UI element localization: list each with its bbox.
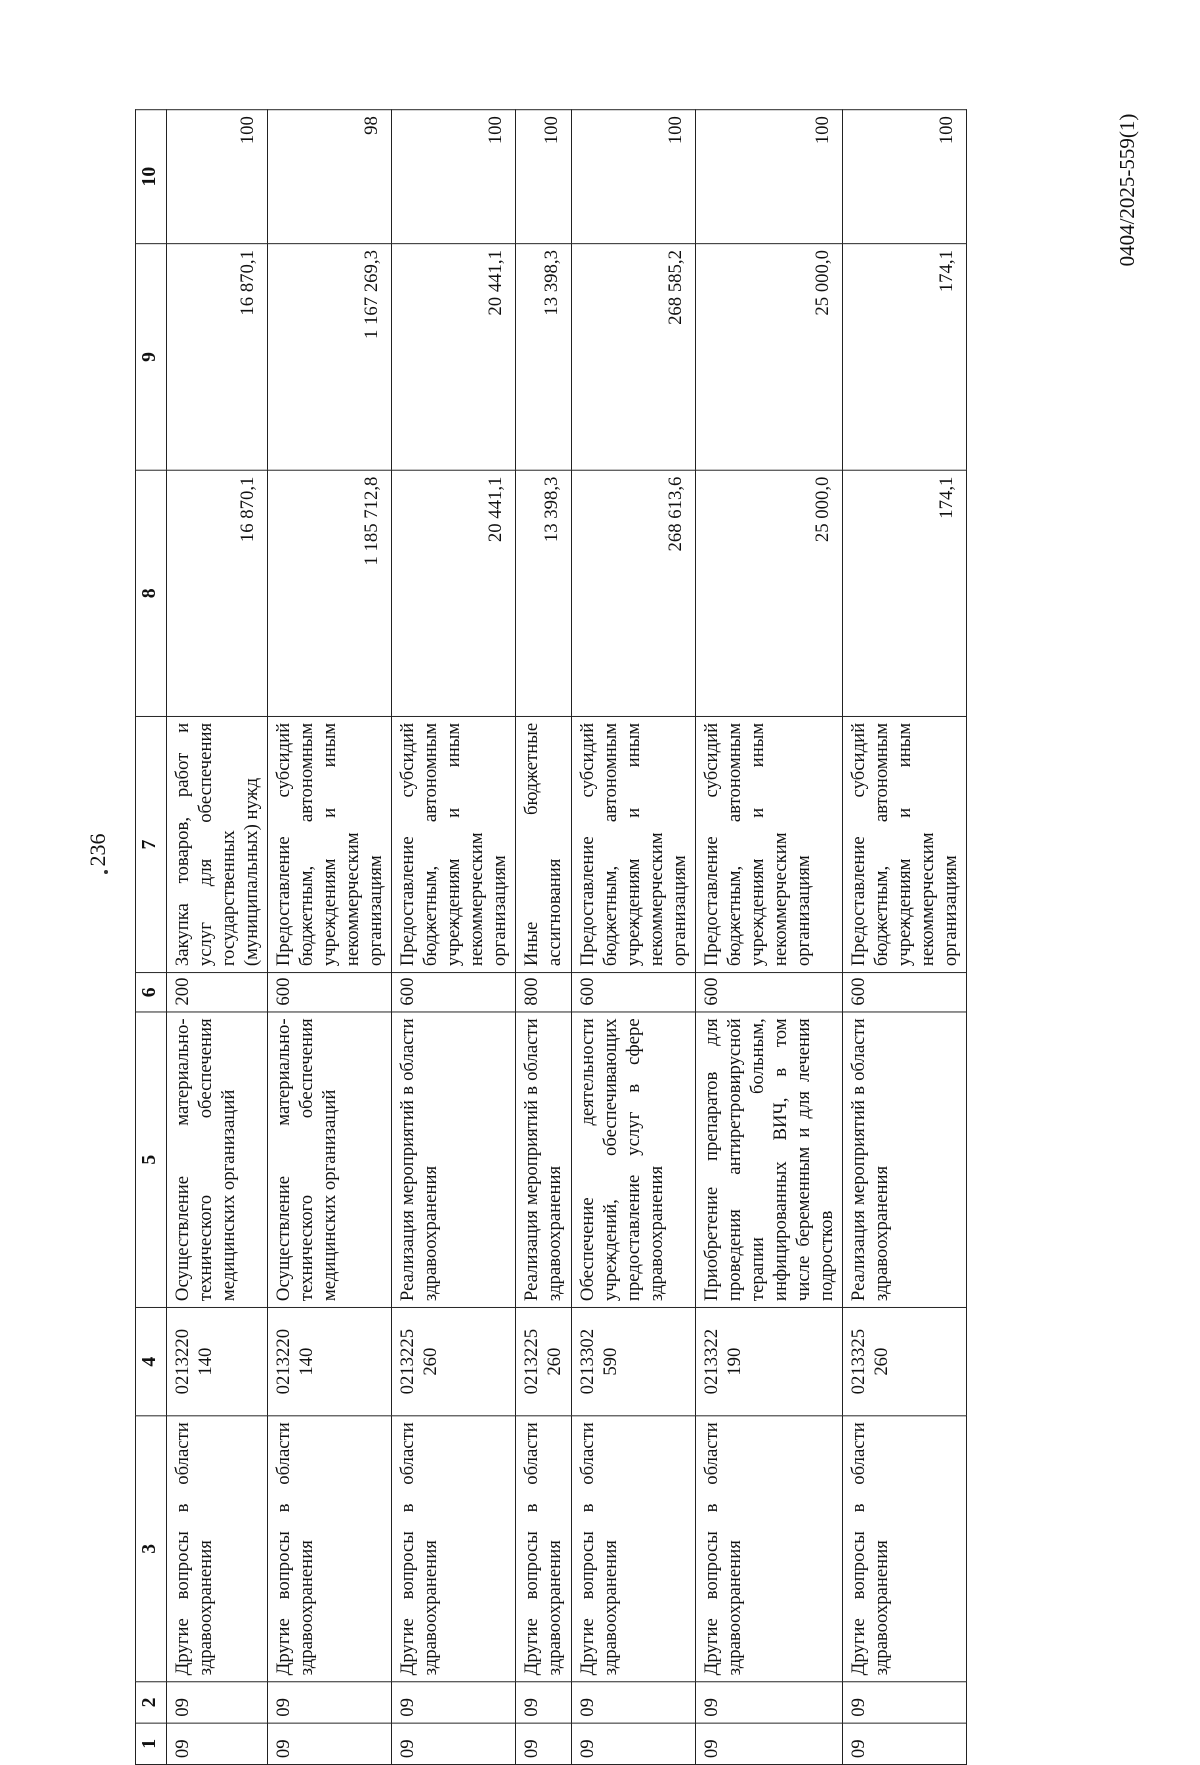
cell-actual: 174,1 [843,244,967,471]
cell-article-name: Осуществление материально-технического обеспечения медицинских организаций [167,1012,268,1308]
cell-article-name: Обеспечение деятельности учреждений, обеспечивающих предоставление услуг в сфере здравоохранения [572,1012,696,1308]
cell-expense-type: 600 [268,973,392,1012]
cell-actual: 268 585,2 [572,244,696,471]
cell-section: 09 [572,1723,696,1764]
cell-article-name: Осуществление материально-технического обеспечения медицинских организаций [268,1012,392,1308]
cell-subsection-name: Другие вопросы в области здравоохранения [167,1416,268,1682]
cell-percent: 98 [268,110,392,244]
cell-percent: 100 [696,110,843,244]
header-col-5: 5 [136,1012,167,1308]
cell-actual: 20 441,1 [392,244,516,471]
cell-expense-type: 200 [167,973,268,1012]
cell-article-name: Реализация мероприятий в области здравоохранения [392,1012,516,1308]
document-code: 0404/2025-559(1) [1115,113,1139,267]
cell-section: 09 [696,1723,843,1764]
cell-expense-type-name: Предоставление субсидий бюджетным, автономным учреждениям и иным некоммерческим организациям [572,716,696,972]
header-col-8: 8 [136,470,167,716]
budget-table [135,109,967,1765]
cell-subsection-name: Другие вопросы в области здравоохранения [572,1416,696,1682]
cell-subsection-name: Другие вопросы в области здравоохранения [516,1416,572,1682]
cell-subsection: 09 [167,1682,268,1723]
cell-plan: 16 870,1 [167,470,268,716]
cell-target-article: 0213322 190 [696,1307,843,1415]
header-col-9: 9 [136,244,167,471]
table-row [696,110,843,1765]
cell-subsection: 09 [268,1682,392,1723]
cell-plan: 268 613,6 [572,470,696,716]
table-row [572,110,696,1765]
cell-plan: 174,1 [843,470,967,716]
header-col-1: 1 [136,1723,167,1764]
cell-article-name: Приобретение препаратов для проведения антиретровирусной терапии больным, инфицированных ВИЧ, в том числе беременным и для лечения подростков [696,1012,843,1308]
cell-subsection-name: Другие вопросы в области здравоохранения [268,1416,392,1682]
cell-expense-type: 600 [392,973,516,1012]
cell-target-article: 0213220 140 [268,1307,392,1415]
cell-actual: 13 398,3 [516,244,572,471]
cell-actual: 1 167 269,3 [268,244,392,471]
cell-subsection: 09 [696,1682,843,1723]
header-col-3: 3 [136,1416,167,1682]
cell-plan: 20 441,1 [392,470,516,716]
cell-expense-type: 600 [572,973,696,1012]
cell-expense-type: 600 [696,973,843,1012]
cell-plan: 13 398,3 [516,470,572,716]
cell-subsection-name: Другие вопросы в области здравоохранения [843,1416,967,1682]
header-row [136,110,167,1765]
cell-section: 09 [392,1723,516,1764]
cell-percent: 100 [516,110,572,244]
cell-expense-type-name: Предоставление субсидий бюджетным, автономным учреждениям и иным некоммерческим организациям [392,716,516,972]
cell-expense-type-name: Предоставление субсидий бюджетным, автономным учреждениям и иным некоммерческим организациям [696,716,843,972]
cell-section: 09 [843,1723,967,1764]
cell-subsection: 09 [392,1682,516,1723]
header-col-10: 10 [136,110,167,244]
cell-target-article: 0213325 260 [843,1307,967,1415]
cell-percent: 100 [167,110,268,244]
table-row [843,110,967,1765]
header-col-6: 6 [136,973,167,1012]
cell-percent: 100 [392,110,516,244]
cell-expense-type-name: Предоставление субсидий бюджетным, автономным учреждениям и иным некоммерческим организациям [268,716,392,972]
cell-target-article: 0213225 260 [516,1307,572,1415]
cell-subsection-name: Другие вопросы в области здравоохранения [392,1416,516,1682]
cell-subsection: 09 [516,1682,572,1723]
header-col-2: 2 [136,1682,167,1723]
cell-percent: 100 [843,110,967,244]
cell-plan: 25 000,0 [696,470,843,716]
scan-speck [104,870,108,874]
cell-percent: 100 [572,110,696,244]
cell-expense-type-name: Закупка товаров, работ и услуг для обеспечения государственных (муниципальных) нужд [167,716,268,972]
cell-expense-type: 800 [516,973,572,1012]
cell-section: 09 [167,1723,268,1764]
cell-actual: 25 000,0 [696,244,843,471]
budget-table-rotated [135,110,961,1765]
cell-actual: 16 870,1 [167,244,268,471]
cell-article-name: Реализация мероприятий в области здравоохранения [843,1012,967,1308]
cell-section: 09 [516,1723,572,1764]
cell-expense-type: 600 [843,973,967,1012]
table-row [516,110,572,1765]
table-row [268,110,392,1765]
cell-subsection: 09 [843,1682,967,1723]
cell-article-name: Реализация мероприятий в области здравоохранения [516,1012,572,1308]
cell-subsection: 09 [572,1682,696,1723]
cell-expense-type-name: Предоставление субсидий бюджетным, автономным учреждениям и иным некоммерческим организациям [843,716,967,972]
header-col-4: 4 [136,1307,167,1415]
cell-expense-type-name: Иные бюджетные ассигнования [516,716,572,972]
cell-target-article: 0213225 260 [392,1307,516,1415]
cell-subsection-name: Другие вопросы в области здравоохранения [696,1416,843,1682]
cell-target-article: 0213302 590 [572,1307,696,1415]
table-row [392,110,516,1765]
cell-plan: 1 185 712,8 [268,470,392,716]
cell-section: 09 [268,1723,392,1764]
table-row [167,110,268,1765]
cell-target-article: 0213220 140 [167,1307,268,1415]
page-number: 236 [85,833,110,867]
header-col-7: 7 [136,716,167,972]
